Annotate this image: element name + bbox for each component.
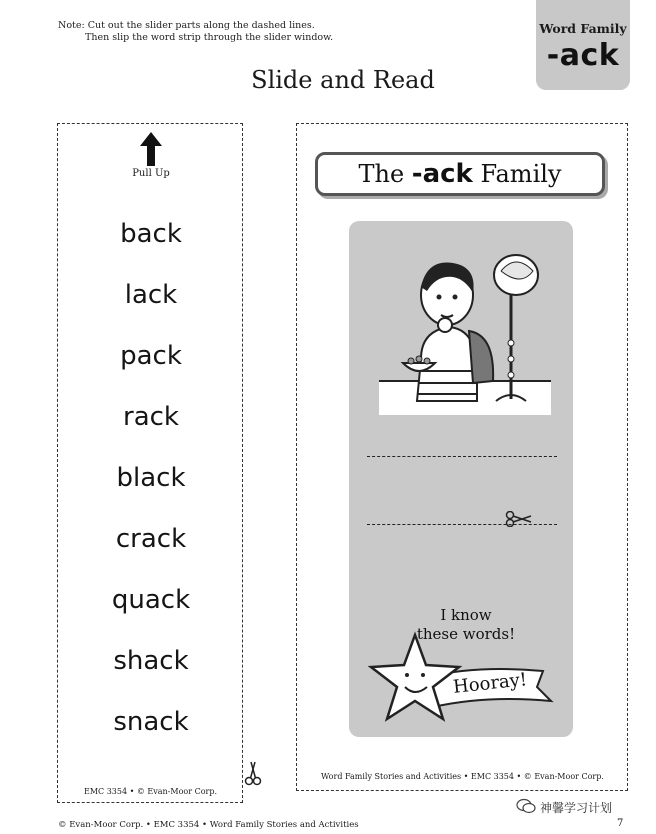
scissors-icon: [505, 511, 533, 531]
list-item: crack: [115, 524, 187, 554]
list-item: lack: [124, 280, 178, 310]
heading-post: Family: [472, 160, 562, 188]
pull-up-label: Pull Up: [132, 168, 170, 179]
heading-suffix: -ack: [411, 159, 473, 189]
word-strip: [57, 123, 243, 803]
family-heading: [315, 152, 605, 196]
arrow-up-icon: [140, 132, 162, 170]
scissors-icon: [244, 760, 262, 790]
boy-thinking-illustration: [361, 231, 561, 435]
word-family-ending: -ack: [546, 38, 620, 73]
list-item: rack: [123, 402, 179, 432]
page-title: Slide and Read: [251, 66, 435, 94]
strip-footer: EMC 3354 • © Evan-Moor Corp.: [84, 787, 218, 796]
watermark-text: 神馨学习计划: [540, 801, 613, 815]
slider-card: [296, 123, 628, 791]
list-item: back: [120, 219, 182, 249]
know-line-2: these words!: [416, 625, 516, 643]
note-line-2: Then slip the word strip through the slider window.: [85, 32, 334, 43]
word-family-label: Word Family: [539, 21, 627, 36]
hooray-banner-text: Hooray!: [452, 669, 529, 698]
heading-pre: The: [358, 160, 412, 188]
instruction-note: [58, 20, 388, 44]
wechat-icon: [516, 798, 536, 817]
slider-footer: Word Family Stories and Activities • EMC 3354 • © Evan-Moor Corp.: [321, 772, 604, 781]
cut-line-top: [367, 456, 557, 457]
list-item: quack: [111, 585, 191, 615]
note-line-1: Note: Cut out the slider parts along the dashed lines.: [58, 20, 315, 31]
word-list: [58, 212, 244, 761]
list-item: shack: [113, 646, 189, 676]
list-item: snack: [113, 707, 189, 737]
slider-window-panel: [349, 221, 573, 737]
know-line-1: I know: [440, 606, 492, 624]
watermark: [516, 798, 612, 817]
page-footer: © Evan-Moor Corp. • EMC 3354 • Word Family Stories and Activities: [58, 820, 359, 830]
page-number: 7: [617, 818, 624, 829]
list-item: pack: [120, 341, 182, 371]
list-item: black: [116, 463, 186, 493]
